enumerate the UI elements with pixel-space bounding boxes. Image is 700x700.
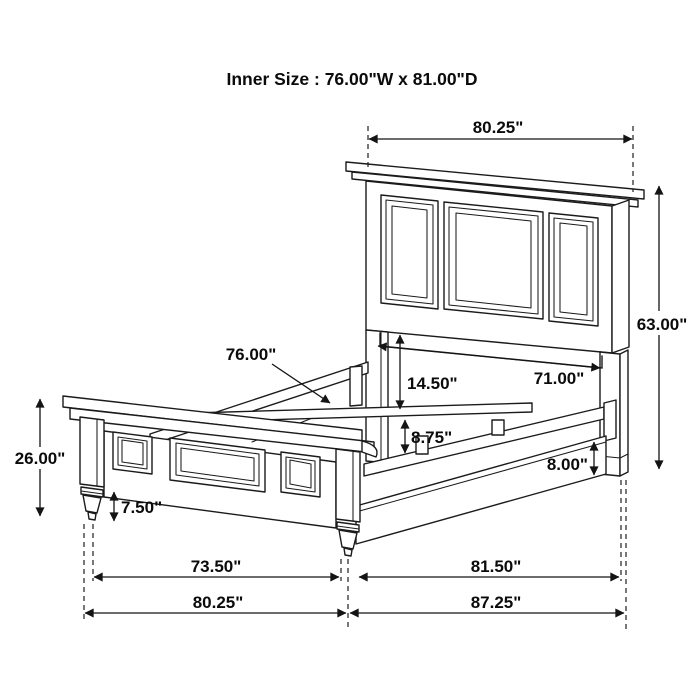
rail-bracket — [350, 366, 362, 406]
dim-footboard-height — [12, 399, 68, 516]
dim-label-headboard-height: 63.00" — [636, 315, 688, 334]
dim-label-panel-to-support: 14.50" — [407, 374, 458, 393]
footboard-panel-right — [281, 452, 320, 497]
dim-label-side-rail-height: 8.00" — [546, 455, 588, 474]
dim-footboard-inner-width — [94, 557, 339, 577]
diagram-title: Inner Size : 76.00"W x 81.00"D — [226, 69, 478, 89]
footboard-panel-left — [113, 432, 152, 474]
dim-overall-length — [350, 593, 624, 613]
dim-label-overall-length: 87.25" — [470, 593, 522, 612]
dim-label-footboard-outer-width: 80.25" — [192, 593, 244, 612]
footboard — [63, 396, 377, 556]
dim-label-top-width: 80.25" — [472, 118, 524, 137]
dim-label-support-to-ledge: 8.75" — [411, 428, 453, 447]
center-leg-b — [492, 420, 504, 435]
dim-footboard-outer-width — [85, 593, 346, 613]
headboard-panel-left — [381, 195, 438, 309]
bed-drawing — [63, 162, 644, 556]
headboard-side-face — [612, 200, 629, 353]
dim-top-width — [369, 118, 632, 139]
dim-label-footboard-height: 26.00" — [14, 449, 66, 468]
dim-label-support-rail-width: 76.00" — [225, 345, 277, 364]
dim-headboard-height — [632, 186, 690, 469]
dim-panel-to-support — [400, 335, 458, 409]
footboard-right-post — [336, 449, 360, 522]
footboard-left-foot — [81, 487, 103, 520]
dim-label-rail-span: 81.50" — [470, 557, 522, 576]
footboard-right-foot — [337, 522, 359, 556]
headboard-panel-center — [444, 202, 543, 319]
side-rail — [356, 436, 606, 544]
dim-label-footboard-foot-height: 7.50" — [121, 498, 163, 517]
ledge-end-block — [604, 400, 616, 441]
dim-label-footboard-inner-width: 73.50" — [190, 557, 242, 576]
dim-label-headboard-lower-rail: 71.00" — [533, 369, 585, 388]
headboard-panel-right — [549, 213, 598, 326]
footboard-left-post — [80, 417, 104, 487]
dim-rail-span — [359, 557, 619, 577]
